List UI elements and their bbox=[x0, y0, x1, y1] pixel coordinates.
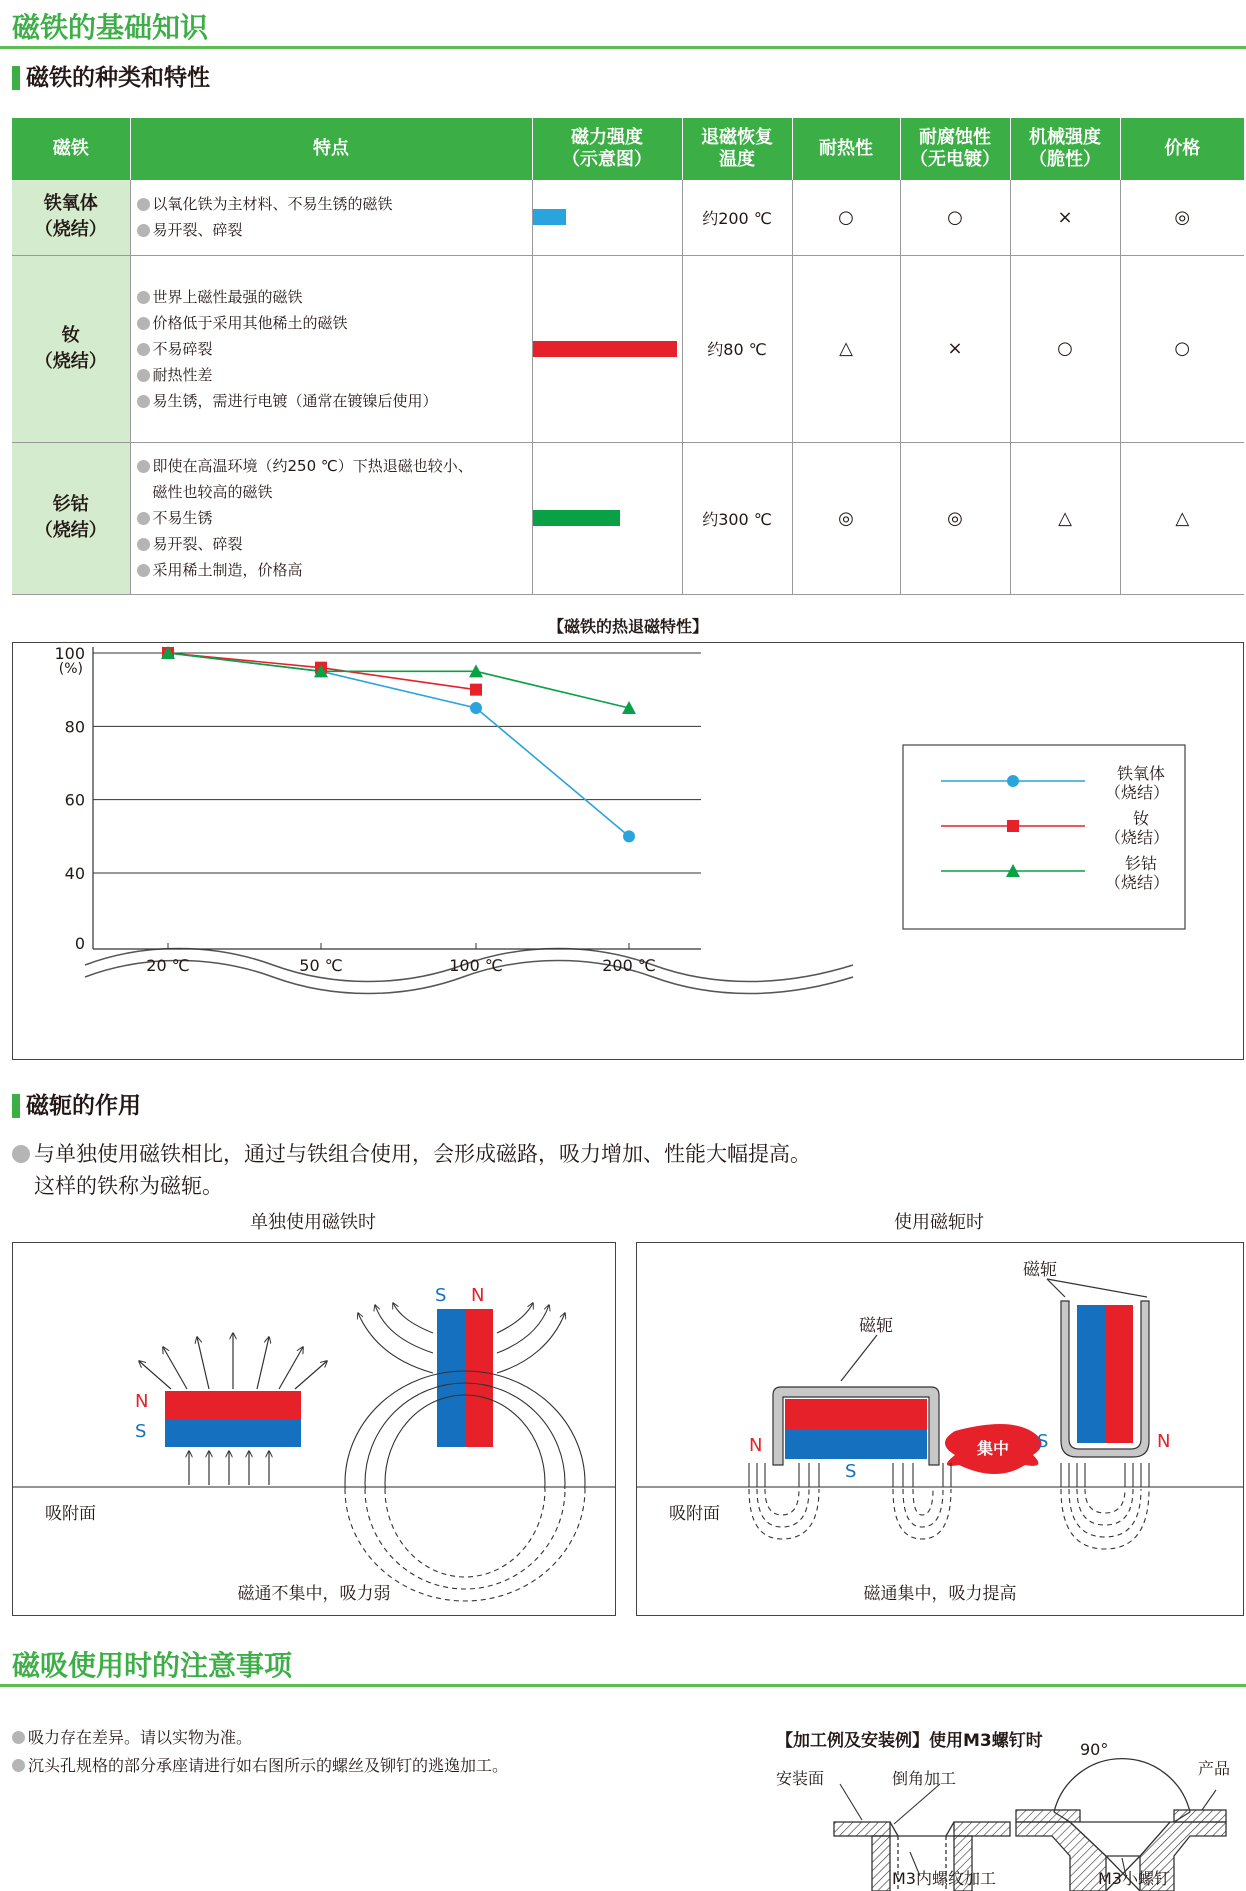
mech-rating: ○ bbox=[1010, 255, 1120, 442]
mech-rating: △ bbox=[1010, 442, 1120, 594]
recovery-temp: 约300 ℃ bbox=[682, 442, 792, 594]
data-point bbox=[470, 702, 482, 714]
header-recovery: 退磁恢复 温度 bbox=[682, 118, 792, 180]
data-point bbox=[1007, 820, 1019, 832]
feature-list bbox=[130, 255, 532, 442]
table-row bbox=[12, 442, 1244, 594]
m3-screw-label: M3小螺钉 bbox=[1098, 1869, 1170, 1888]
data-point bbox=[470, 684, 482, 696]
legend-label: 钕 bbox=[1132, 809, 1150, 828]
price-rating: △ bbox=[1120, 442, 1244, 594]
heat-rating: △ bbox=[792, 255, 900, 442]
chart-title: 【磁铁的热退磁特性】 bbox=[547, 617, 708, 636]
corrosion-rating: ◎ bbox=[900, 442, 1010, 594]
thermal-demag-chart bbox=[13, 643, 1243, 1059]
label-s: S bbox=[135, 1421, 147, 1442]
strength-cell bbox=[532, 442, 682, 594]
feature-item: 即使在高温环境（约250 ℃）下热退磁也较小、 bbox=[137, 453, 526, 479]
feature-list bbox=[130, 180, 532, 255]
product-label: 产品 bbox=[1198, 1759, 1231, 1778]
single-magnet-illustration bbox=[13, 1243, 615, 1615]
label-n: N bbox=[749, 1435, 763, 1456]
strength-bar bbox=[533, 510, 621, 526]
yoke-heading: 磁轭的作用 bbox=[12, 1092, 141, 1120]
yoke-description: 与单独使用磁铁相比，通过与铁组合使用，会形成磁路，吸力增加、性能大幅提高。 这样的铁称为磁轭。 bbox=[12, 1138, 811, 1202]
magnet-name: 铁氧体 （烧结） bbox=[12, 180, 130, 255]
notes-list bbox=[12, 1724, 508, 1780]
corrosion-rating: ○ bbox=[900, 180, 1010, 255]
feature-item: 世界上磁性最强的磁铁 bbox=[137, 284, 526, 310]
left-diagram-title: 单独使用磁铁时 bbox=[250, 1212, 376, 1233]
feature-item: 不易生锈 bbox=[137, 505, 526, 531]
vertical-magnet-north bbox=[1105, 1305, 1133, 1443]
x-tick-label: 100 ℃ bbox=[449, 956, 503, 975]
header-features: 特点 bbox=[130, 118, 532, 180]
chamfer-label: 倒角加工 bbox=[892, 1769, 957, 1788]
header-corrosion: 耐腐蚀性 （无电镀） bbox=[900, 118, 1010, 180]
data-point bbox=[623, 830, 635, 842]
feature-item: 以氧化铁为主材料、不易生锈的磁铁 bbox=[137, 191, 526, 217]
header-mech: 机械强度 （脆性） bbox=[1010, 118, 1120, 180]
example-title: 【加工例及安装例】使用M3螺钉时 bbox=[776, 1731, 1043, 1751]
price-rating: ○ bbox=[1120, 255, 1244, 442]
yoke-diagram bbox=[636, 1242, 1244, 1616]
section-divider bbox=[0, 1684, 1246, 1687]
label-n-vertical: N bbox=[471, 1285, 485, 1306]
vertical-magnet-south bbox=[1077, 1305, 1105, 1443]
series-line bbox=[168, 653, 629, 708]
note-item: 沉头孔规格的部分承座请进行如右图所示的螺丝及铆钉的逃逸加工。 bbox=[12, 1752, 508, 1780]
feature-item: 易生锈，需进行电镀（通常在镀镍后使用） bbox=[137, 388, 526, 414]
strength-cell bbox=[532, 255, 682, 442]
right-caption: 磁通集中，吸力提高 bbox=[863, 1584, 1017, 1604]
magnet-south bbox=[785, 1429, 927, 1459]
vertical-magnet-north bbox=[465, 1309, 493, 1447]
legend-label: 钐钴 bbox=[1124, 854, 1158, 873]
strength-bar bbox=[533, 341, 677, 357]
left-caption: 磁通不集中，吸力弱 bbox=[237, 1584, 391, 1604]
data-point bbox=[1007, 775, 1019, 787]
yoke-label-vertical: 磁轭 bbox=[1023, 1260, 1057, 1280]
right-diagram-title: 使用磁轭时 bbox=[894, 1212, 984, 1233]
strength-cell bbox=[532, 180, 682, 255]
feature-item: 易开裂、碎裂 bbox=[137, 531, 526, 557]
label-n-right: N bbox=[947, 1435, 961, 1456]
magnet-name: 钕 （烧结） bbox=[12, 255, 130, 442]
corrosion-rating: × bbox=[900, 255, 1010, 442]
flux-lines bbox=[749, 1463, 1149, 1487]
x-tick-label: 200 ℃ bbox=[602, 956, 656, 975]
header-price: 价格 bbox=[1120, 118, 1244, 180]
y-tick-label: 80 bbox=[64, 717, 85, 737]
label-n-vertical: N bbox=[1157, 1431, 1171, 1452]
recovery-temp: 约80 ℃ bbox=[682, 255, 792, 442]
note-item: 吸力存在差异。请以实物为准。 bbox=[12, 1724, 508, 1752]
magnet-types-table bbox=[12, 118, 1244, 595]
magnet-south bbox=[165, 1419, 301, 1447]
feature-item: 采用稀土制造，价格高 bbox=[137, 557, 526, 583]
chart-frame bbox=[12, 642, 1244, 1060]
types-heading: 磁铁的种类和特性 bbox=[12, 64, 210, 92]
label-n: N bbox=[135, 1391, 149, 1412]
y-tick-label: 60 bbox=[64, 790, 85, 810]
feature-item: 价格低于采用其他稀土的磁铁 bbox=[137, 310, 526, 336]
section-title-basics: 磁铁的基础知识 bbox=[12, 11, 209, 44]
feature-item: 不易碎裂 bbox=[137, 336, 526, 362]
label-s: S bbox=[845, 1461, 857, 1482]
section-title-notes: 磁吸使用时的注意事项 bbox=[12, 1649, 293, 1682]
heat-rating: ○ bbox=[792, 180, 900, 255]
angle-label: 90° bbox=[1080, 1740, 1109, 1759]
yoke-illustration bbox=[637, 1243, 1243, 1615]
heat-rating: ◎ bbox=[792, 442, 900, 594]
legend-label: （烧结） bbox=[1104, 828, 1170, 847]
bullet-icon bbox=[12, 1145, 30, 1163]
m3-thread-label: M3内螺纹加工 bbox=[892, 1869, 996, 1888]
table-row bbox=[12, 180, 1244, 255]
m3-processing-diagram bbox=[770, 1752, 1246, 1891]
series-line bbox=[168, 653, 629, 836]
surface-label: 吸附面 bbox=[669, 1504, 720, 1524]
header-heat: 耐热性 bbox=[792, 118, 900, 180]
x-tick-label: 50 ℃ bbox=[299, 956, 343, 975]
label-s-vertical: S bbox=[435, 1285, 447, 1306]
y-tick-label: 40 bbox=[64, 864, 85, 883]
feature-item: 易开裂、碎裂 bbox=[137, 217, 526, 243]
section-divider bbox=[0, 46, 1246, 49]
table-header-row bbox=[12, 118, 1244, 180]
mech-rating: × bbox=[1010, 180, 1120, 255]
legend-label: （烧结） bbox=[1104, 783, 1170, 802]
mount-surface-label: 安装面 bbox=[776, 1769, 825, 1788]
magnet-north bbox=[165, 1391, 301, 1419]
legend-label: 铁氧体 bbox=[1116, 764, 1166, 783]
y-unit-label: (%) bbox=[58, 661, 83, 677]
y-tick-label: 0 bbox=[74, 934, 85, 953]
yoke-label: 磁轭 bbox=[859, 1316, 893, 1336]
recovery-temp: 约200 ℃ bbox=[682, 180, 792, 255]
feature-item: 耐热性差 bbox=[137, 362, 526, 388]
feature-list bbox=[130, 442, 532, 594]
x-tick-label: 20 ℃ bbox=[146, 956, 190, 975]
surface-label: 吸附面 bbox=[45, 1504, 96, 1524]
price-rating: ◎ bbox=[1120, 180, 1244, 255]
magnet-north bbox=[785, 1399, 927, 1429]
label-s-vertical: S bbox=[1037, 1431, 1049, 1452]
legend-label: （烧结） bbox=[1104, 873, 1170, 892]
table-row bbox=[12, 255, 1244, 442]
flux-loops-below bbox=[749, 1489, 1149, 1549]
y-tick-label: 100 bbox=[54, 644, 85, 663]
strength-bar bbox=[533, 209, 566, 225]
header-strength: 磁力强度 （示意图） bbox=[532, 118, 682, 180]
vertical-magnet-south bbox=[437, 1309, 465, 1447]
header-magnet: 磁铁 bbox=[12, 118, 130, 180]
magnet-name: 钐钴 （烧结） bbox=[12, 442, 130, 594]
single-magnet-diagram bbox=[12, 1242, 616, 1616]
concentrate-text: 集中 bbox=[976, 1439, 1009, 1458]
feature-item-continued: 磁性也较高的磁铁 bbox=[152, 483, 273, 501]
